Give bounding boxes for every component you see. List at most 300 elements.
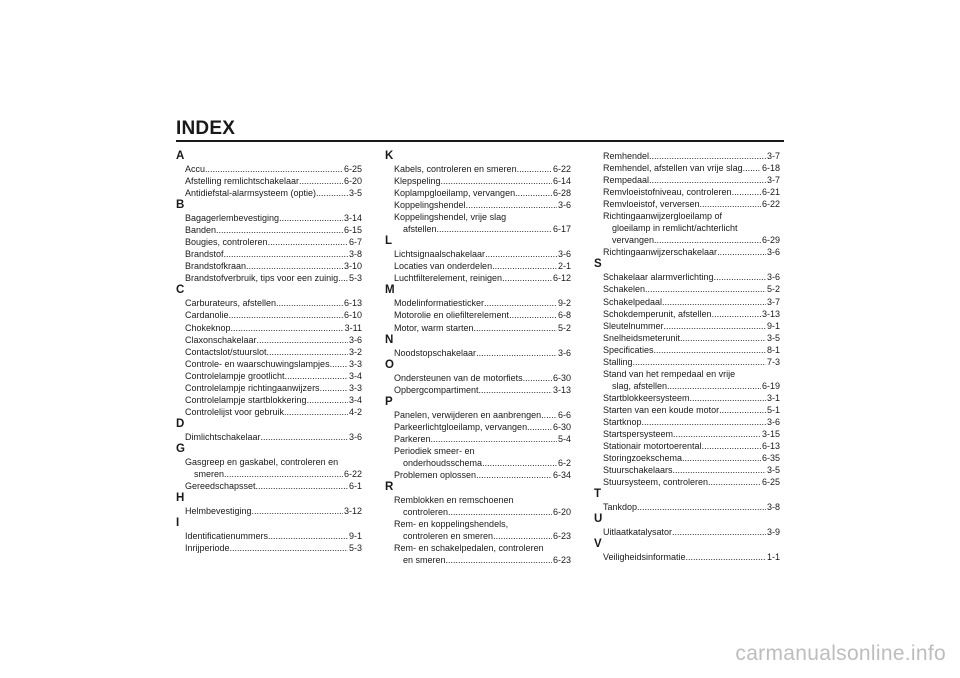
page-number: 6-12 [552,273,571,284]
entry-text: Parkeerlichtgloeilamp, vervangen [394,421,528,432]
entry-text: Bougies, controleren [185,237,268,248]
entry-text: Rem- en koppelingshendels, [394,519,509,530]
entry-text: Gasgreep en gaskabel, controleren en [185,456,339,467]
entry-text: Remhendel, afstellen van vrije slag [603,163,743,174]
index-entry [385,309,571,321]
entry-text: Motor, warm starten [394,322,474,333]
entry-text: Lichtsignaalschakelaar [394,249,486,260]
index-entry [176,297,362,309]
dot-leader [437,223,552,235]
index-entry [176,248,362,260]
dot-leader [257,334,348,346]
entry-text: Stalling [603,356,633,367]
dot-leader [645,283,766,295]
entry-text: controleren en smeren [403,531,494,542]
page-number: 3-6 [557,249,571,260]
section-letter: C [176,284,185,297]
dot-leader [708,476,761,488]
entry-text: slag, afstellen [612,380,668,391]
page-number: 5-2 [766,284,780,295]
entry-text: Noodstopschakelaar [394,347,477,358]
section-letter: G [176,442,185,455]
index-entry [594,501,780,513]
entry-text: Stuursysteem, controleren [603,477,709,488]
page-number: 3-6 [557,200,571,211]
entry-text: Helmbevestiging [185,506,252,517]
index-entry [594,392,780,404]
entry-text: Schokdemperunit, afstellen [603,308,712,319]
index-entry [594,296,780,308]
section-letter: S [594,258,602,271]
entry-text: onderhoudsschema [403,457,483,468]
dot-leader [276,297,343,309]
title-rule [176,140,784,142]
dot-leader [231,322,344,334]
dot-leader [702,440,761,452]
dot-leader [667,380,761,392]
page-number: 3-12 [343,506,362,517]
section-letter: U [594,513,603,526]
dot-leader [482,457,557,469]
index-entry [176,530,362,542]
dot-leader [246,260,343,272]
dot-leader [673,464,766,476]
entry-text: Klepspeling [394,176,441,187]
entry-text: Veiligheidsinformatie [603,552,686,563]
section-letter: V [594,538,602,551]
entry-text: Controlelampje startblokkering [185,394,307,405]
dot-leader [474,322,557,334]
dot-leader [338,272,348,284]
entry-text: Antidiefstal-alarmsysteem (optie) [185,188,317,199]
page-number: 3-5 [348,188,362,199]
entry-text: Modelinformatiesticker [394,298,485,309]
entry-text: Brandstofkraan [185,261,247,272]
dot-leader [307,394,348,406]
index-entry [594,174,780,186]
index-entry [594,476,780,488]
section-letter: A [176,150,185,162]
page-number: 6-8 [557,310,571,321]
page-number: 6-15 [343,225,362,236]
entry-text: Claxonschakelaar [185,334,257,345]
index-entry [176,505,362,517]
index-entry [176,224,362,236]
page-number: 3-14 [343,213,362,224]
dot-leader [654,344,766,356]
index-entry [385,445,571,469]
dot-leader [502,272,552,284]
index-entry [594,271,780,283]
index-entry [385,469,571,481]
page-number: 3-6 [348,431,362,442]
entry-text: Starten van een koude motor [603,404,720,415]
dot-leader [712,308,761,320]
index-entry [176,542,362,554]
index-entry [594,551,780,563]
page-number: 6-22 [552,164,571,174]
index-entry [594,428,780,440]
index-column-2 [385,150,571,566]
index-entry [176,260,362,272]
entry-text: Koppelingshendel, vrije slag [394,212,507,223]
dot-leader [431,433,557,445]
section-letter: P [385,395,393,408]
entry-text: Remvloeistof, verversen [603,199,700,210]
dot-leader [714,271,766,283]
section-letter: O [385,358,394,371]
entry-text: Inrijperiode [185,543,230,554]
dot-leader [743,162,761,174]
dot-leader [216,224,343,236]
dot-leader [664,320,766,332]
page-number: 3-7 [766,296,780,307]
index-entry [594,344,780,356]
entry-text: Snelheidsmeterunit [603,332,681,343]
watermark-text: carmanualsonline.info [735,642,946,665]
dot-leader [649,150,766,162]
dot-leader [690,392,766,404]
page-number: 6-23 [552,555,571,566]
page-number: 5-3 [348,273,362,284]
dot-leader [466,199,557,211]
index-entry [594,464,780,476]
page-number: 6-25 [343,164,362,174]
dot-leader [515,187,552,199]
index-entry [176,212,362,224]
entry-text: Luchtfilterelement, reinigen [394,273,503,284]
page-number: 3-6 [766,247,780,258]
index-entry [594,368,780,392]
index-entry [385,494,571,518]
page-number: 6-23 [552,531,571,542]
index-entry [176,431,362,443]
index-entry [594,186,780,198]
index-entry [385,421,571,433]
page-number: 9-1 [348,531,362,542]
entry-text: Carburateurs, afstellen [185,298,277,309]
index-entry [594,356,780,368]
entry-text: Banden [185,225,217,236]
dot-leader [732,186,761,198]
entry-text: Tankdop [603,502,638,513]
page-number: 6-30 [552,372,571,383]
entry-text: Identificatienummers [185,531,269,542]
page-number: 6-21 [761,187,780,198]
index-entry [385,347,571,359]
entry-text: Motorolie en oliefilterelement [394,310,510,321]
entry-text: Controle- en waarschuwingslampjes [185,358,330,369]
index-entry [385,322,571,334]
index-entry [385,372,571,384]
dot-leader [316,187,348,199]
index-entry [594,283,780,295]
entry-text: Chokeknop [185,322,231,333]
entry-text: Rempedaal [603,175,650,186]
dot-leader [205,163,343,175]
index-entry [385,272,571,284]
dot-leader [224,248,348,260]
page-number: 3-1 [766,392,780,403]
dot-leader [256,480,348,492]
index-entry [594,526,780,538]
page-number: 3-6 [766,272,780,283]
index-entry [176,272,362,284]
page-number: 3-13 [761,308,780,319]
dot-leader [268,236,348,248]
entry-text: Rem- en schakelpedalen, controleren [394,543,544,554]
dot-leader [299,175,343,187]
entry-text: Remhendel [603,151,650,161]
entry-text: Remblokken en remschoenen [394,494,514,505]
dot-leader [719,404,766,416]
page-number: 3-8 [348,249,362,260]
page-number: 3-15 [761,429,780,440]
dot-leader [476,347,557,359]
page-number: 6-13 [343,298,362,309]
dot-leader [680,332,766,344]
entry-text: controleren [403,507,449,518]
entry-text: Parkeren [394,433,431,444]
index-entry [385,260,571,272]
dot-leader [517,163,552,175]
page-number: 6-25 [761,477,780,488]
section-letter: I [176,517,180,530]
index-entry [176,358,362,370]
index-entry [385,163,571,175]
page-number: 9-1 [766,320,780,331]
dot-leader [479,384,552,396]
index-column-1 [176,150,362,554]
section-letter: R [385,480,394,493]
page-number: 6-13 [761,441,780,452]
dot-leader [662,296,766,308]
entry-text: Richtingaanwijzerschakelaar [603,247,718,258]
index-entry [594,332,780,344]
entry-text: Controlelampje grootlicht [185,370,285,381]
index-entry [385,409,571,421]
index-entry [176,346,362,358]
entry-text: Startspersysteem [603,429,674,440]
dot-leader [268,530,348,542]
dot-leader [509,309,557,321]
entry-text: Koplampgloeilamp, vervangen [394,188,516,199]
entry-text: Storingzoekschema [603,453,683,464]
dot-leader [541,409,557,421]
dot-leader [527,421,552,433]
entry-text: vervangen [612,235,655,246]
page-number: 6-6 [557,409,571,420]
entry-text: Gereedschapsset [185,481,256,492]
entry-text: en smeren [403,555,446,566]
entry-text: Cardanolie [185,310,229,321]
index-entry [594,162,780,174]
page-number: 5-4 [557,433,571,444]
entry-text: Dimlichtschakelaar [185,431,261,442]
page-number: 6-17 [552,224,571,235]
page-number: 6-14 [552,176,571,187]
index-entry [385,187,571,199]
entry-text: Richtingaanwijzergloeilamp of [603,211,723,222]
index-entry [594,440,780,452]
page-number: 3-6 [557,347,571,358]
page-number: 4-2 [348,406,362,417]
index-entry [176,382,362,394]
index-entry [176,394,362,406]
dot-leader [267,346,348,358]
index-entry [594,308,780,320]
section-letter: L [385,235,393,248]
entry-text: Schakelen [603,284,646,295]
entry-text: Opbergcompartiment [394,384,479,395]
page-number: 6-22 [761,199,780,210]
index-entry [176,322,362,334]
page-number: 6-22 [343,468,362,479]
entry-text: Kabels, controleren en smeren [394,164,517,174]
page-number: 5-1 [766,404,780,415]
page-number: 3-11 [344,322,362,333]
dot-leader [320,382,348,394]
dot-leader [523,372,552,384]
entry-text: Stand van het rempedaal en vrije [603,368,736,379]
page-title: INDEX [176,118,236,139]
dot-leader [229,309,343,321]
dot-leader [672,526,766,538]
section-letter: M [385,284,395,297]
page-number: 3-7 [766,175,780,186]
index-entry [385,199,571,211]
dot-leader [686,551,766,563]
page-number: 3-4 [348,394,362,405]
entry-text: Schakelaar alarmverlichting [603,272,714,283]
dot-leader [441,175,552,187]
page-number: 6-30 [552,421,571,432]
entry-text: afstellen [403,224,437,235]
dot-leader [492,260,557,272]
dot-leader [649,174,766,186]
section-letter: N [385,333,394,346]
section-letter: D [176,417,185,430]
dot-leader [654,234,761,246]
entry-text: Sleutelnummer [603,320,664,331]
index-entry [176,187,362,199]
section-letter: B [176,199,185,212]
page-number: 6-20 [343,176,362,187]
entry-text: Uitlaatkatalysator [603,527,673,538]
entry-text: Bagagerlembevestiging [185,213,280,224]
index-entry [385,542,571,566]
dot-leader [682,452,761,464]
dot-leader [717,246,766,258]
index-entry [594,452,780,464]
entry-text: Panelen, verwijderen en aanbrengen [394,409,542,420]
page-number: 6-1 [348,481,362,492]
entry-text: Remvloeistofniveau, controleren [603,187,732,198]
index-entry [176,456,362,480]
index-entry [385,518,571,542]
dot-leader [700,198,761,210]
entry-text: Stationair motortoerental [603,441,702,452]
dot-leader [252,505,343,517]
dot-leader [637,501,766,513]
entry-text: Brandstofverbruik, tips voor een zuinig [185,273,339,284]
page-number: 6-19 [761,380,780,391]
page-number: 9-2 [557,298,571,309]
page-number: 6-20 [552,507,571,518]
entry-text: Accu [185,164,206,174]
index-entry [176,334,362,346]
entry-text: Stuurschakelaars [603,465,673,476]
index-entry [594,320,780,332]
entry-text: Problemen oplossen [394,469,477,480]
index-entry [594,416,780,428]
page-number: 1-1 [766,552,780,563]
index-entry [176,370,362,382]
index-entry [176,480,362,492]
dot-leader [279,212,343,224]
page-number: 3-9 [766,527,780,538]
index-entry [594,198,780,210]
dot-leader [642,416,766,428]
dot-leader [230,542,348,554]
page-number: 6-10 [343,310,362,321]
entry-text: Brandstof [185,249,224,260]
index-entry [176,236,362,248]
page-number: 6-34 [552,469,571,480]
dot-leader [485,248,557,260]
index-entry [176,163,362,175]
index-entry [176,175,362,187]
entry-text: Controlelampje richtingaanwijzers [185,382,320,393]
index-column-3 [594,150,780,563]
section-letter: K [385,150,394,162]
index-entry [176,309,362,321]
dot-leader [633,356,766,368]
index-entry [385,248,571,260]
page-number: 6-35 [761,453,780,464]
section-letter: H [176,492,185,505]
page-number: 3-13 [552,384,571,395]
page-number: 3-10 [343,261,362,272]
index-entry [594,404,780,416]
page-number: 6-7 [348,237,362,248]
index-entry [385,211,571,235]
entry-text: Periodiek smeer- en [394,445,475,456]
page-number: 8-1 [766,344,780,355]
dot-leader [261,431,348,443]
page-number: 3-6 [348,334,362,345]
index-entry [594,210,780,246]
entry-text: Specificaties [603,344,654,355]
dot-leader [224,468,343,480]
page-number: 6-2 [557,457,571,468]
dot-leader [448,506,552,518]
page-number: 7-3 [766,356,780,367]
dot-leader [673,428,761,440]
dot-leader [330,358,348,370]
page-number: 3-3 [348,358,362,369]
page-number: 3-5 [766,465,780,476]
page-number: 3-2 [348,346,362,357]
entry-text: Locaties van onderdelen [394,261,493,272]
entry-text: gloeilamp in remlicht/achterlicht [612,223,738,234]
entry-text: Schakelpedaal [603,296,663,307]
page-number: 3-6 [766,416,780,427]
entry-text: Startblokkeersysteem [603,392,690,403]
entry-text: smeren [194,468,225,479]
section-letter: T [594,488,602,501]
dot-leader [446,554,552,566]
